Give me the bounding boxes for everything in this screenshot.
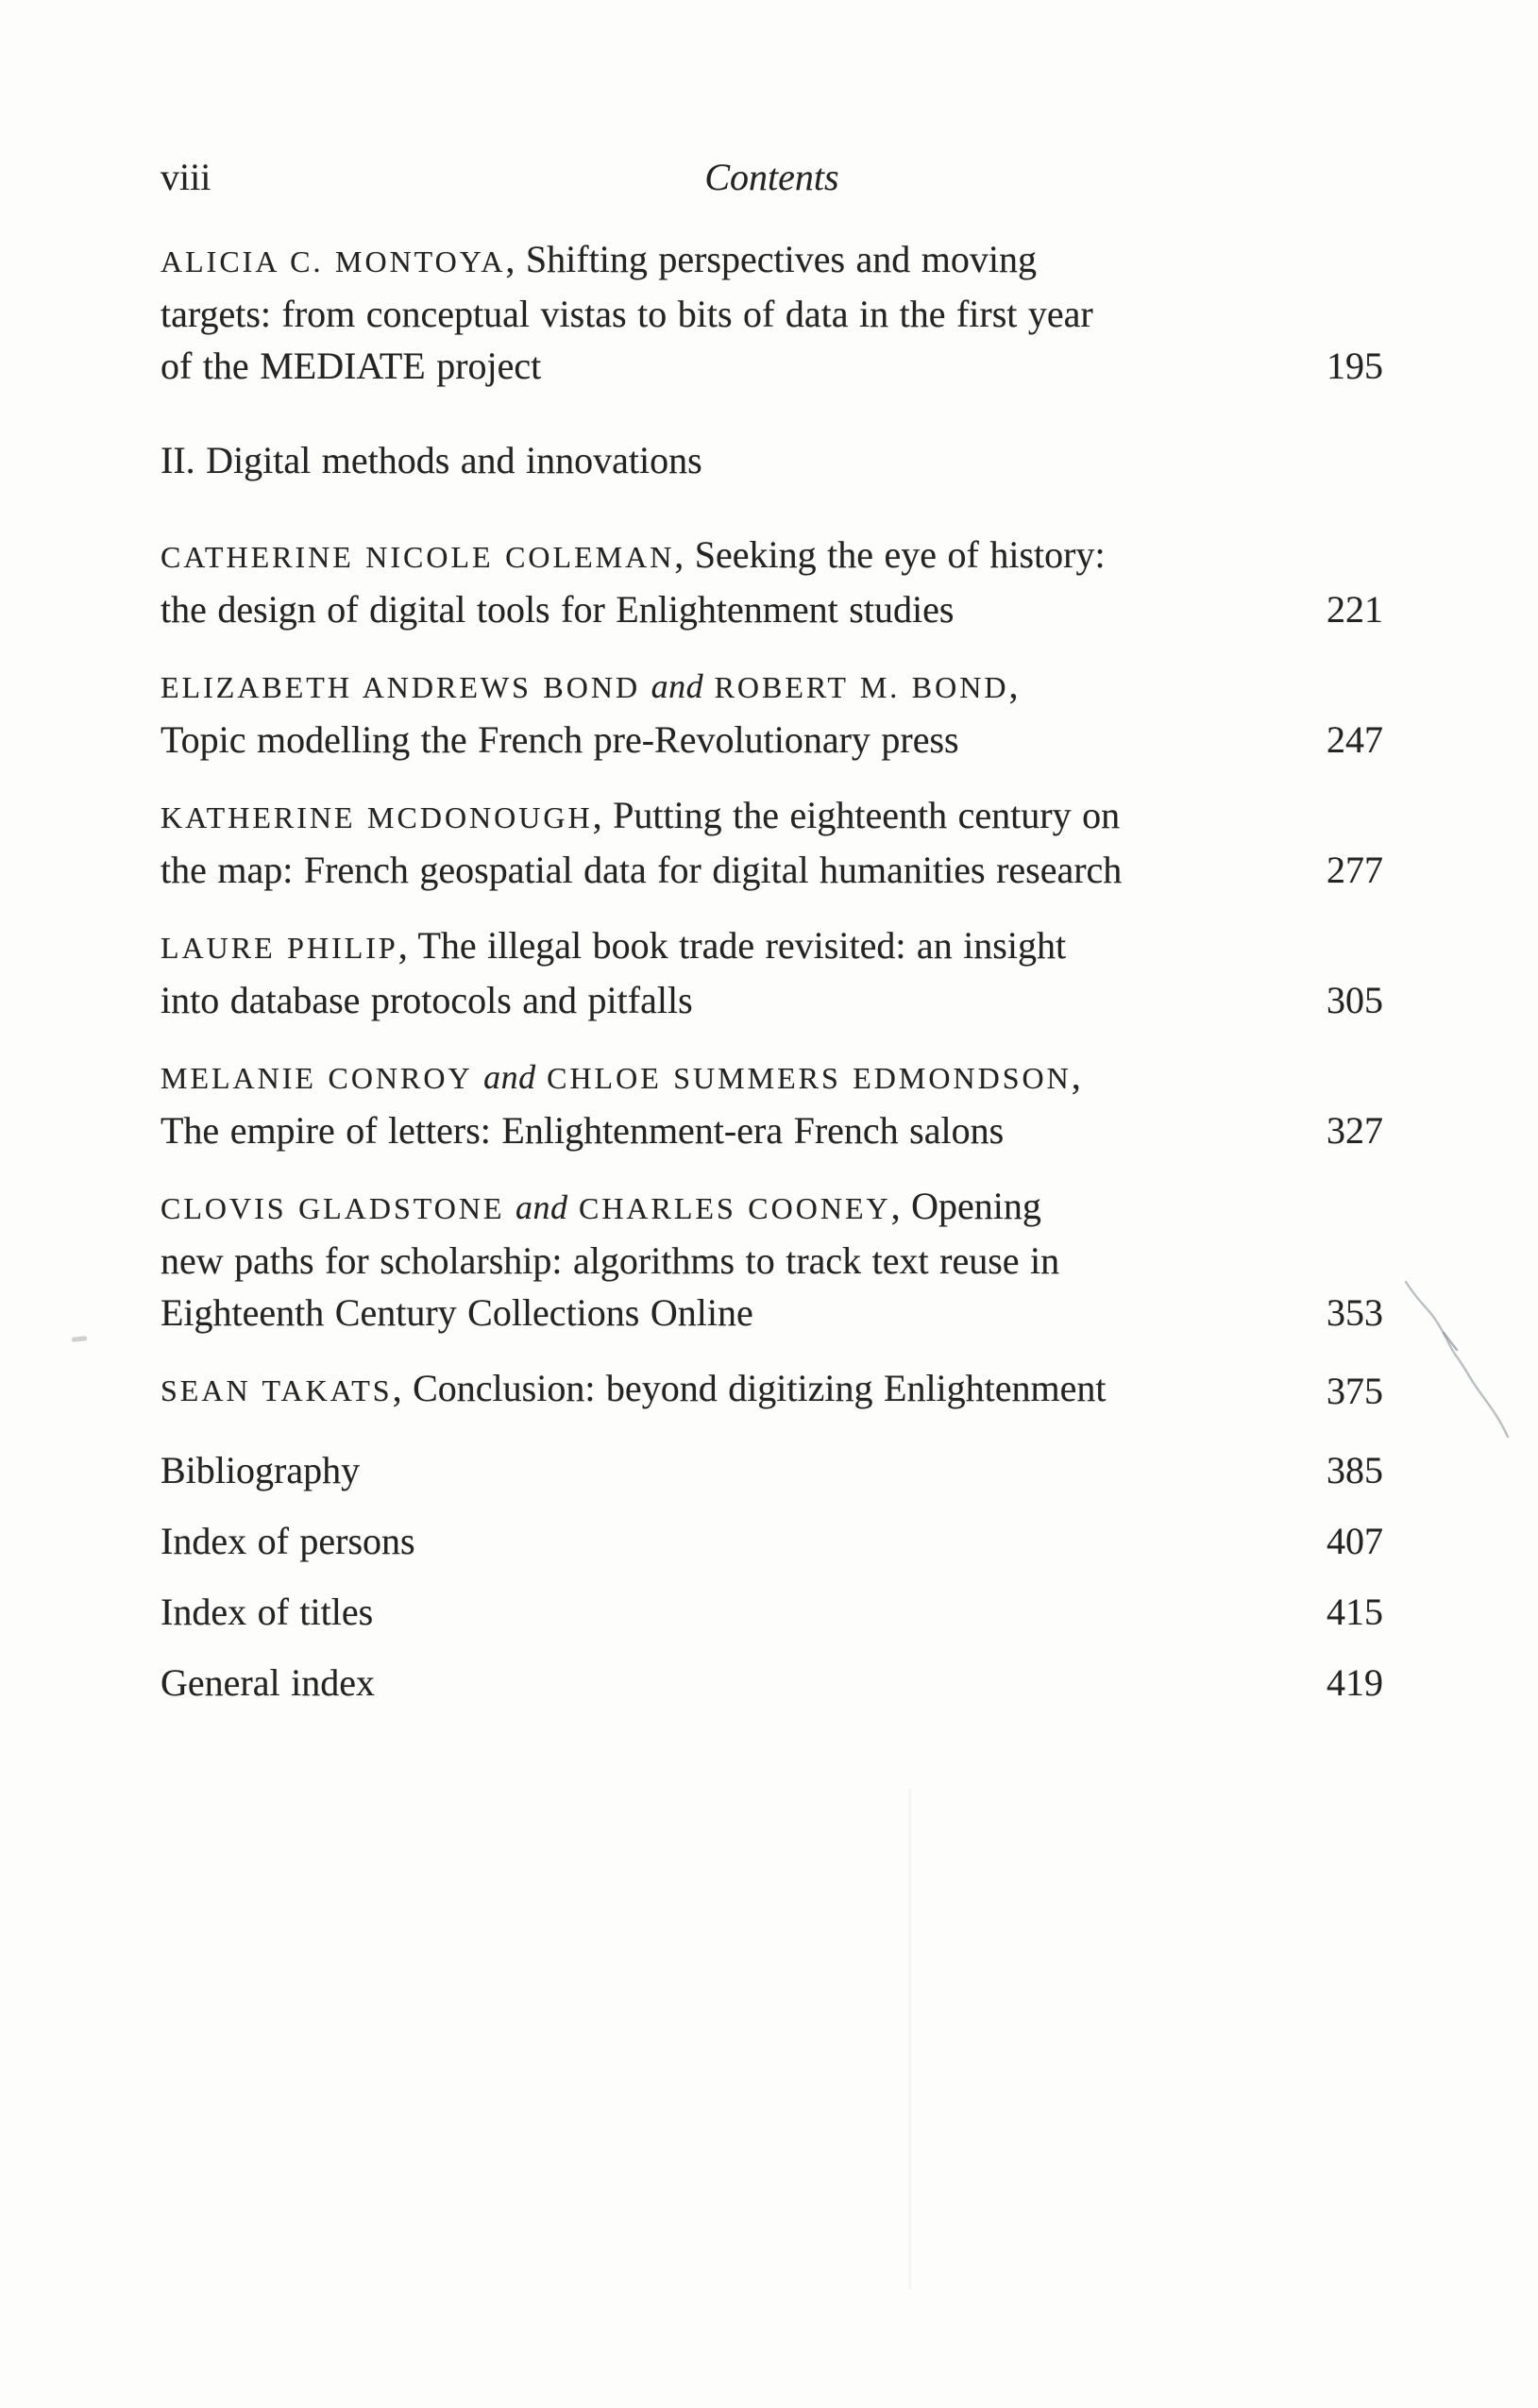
author-name: KATHERINE MCDONOUGH	[161, 800, 593, 834]
page-number: 419	[1327, 1661, 1383, 1704]
entry-title-continued: new paths for scholarship: algorithms to track text reuse in	[161, 1239, 1060, 1282]
back-matter-label: General index	[161, 1661, 375, 1704]
back-matter-row-general-index	[161, 1657, 1383, 1709]
toc-entry-coleman	[161, 529, 1383, 635]
entry-line	[161, 789, 1308, 844]
entry-text	[161, 919, 1308, 1026]
author-name: ROBERT M. BOND	[714, 670, 1009, 704]
entry-line	[161, 1180, 1308, 1235]
running-head: Contents	[704, 156, 839, 198]
page-number: 247	[1327, 718, 1383, 761]
page-number: 277	[1327, 849, 1383, 891]
and-connective: and	[651, 667, 704, 705]
entry-title-continued: Eighteenth Century Collections Online	[161, 1291, 753, 1334]
author-name: MELANIE CONROY	[161, 1061, 473, 1095]
toc-entry-bond	[161, 659, 1383, 766]
entry-text	[161, 233, 1308, 392]
author-name: CATHERINE NICOLE COLEMAN	[161, 540, 675, 574]
back-matter-label: Index of titles	[161, 1591, 374, 1633]
entry-title-continued: Topic modelling the French pre-Revolutionary press	[161, 718, 959, 761]
entry-text	[161, 1180, 1308, 1339]
folio-page-number: viii	[161, 156, 211, 198]
page-number: 221	[1327, 588, 1383, 631]
author-name: CLOVIS GLADSTONE	[161, 1191, 505, 1225]
entry-line	[161, 529, 1308, 583]
contents-page	[161, 151, 1383, 1727]
back-matter-label: Index of persons	[161, 1520, 415, 1562]
back-matter-list	[161, 1444, 1383, 1709]
entry-title: , Shifting perspectives and moving	[505, 238, 1038, 280]
entry-line	[161, 659, 1308, 714]
entry-title-continued: the map: French geospatial data for digital humanities research	[161, 849, 1123, 891]
author-name: LAURE PHILIP	[161, 931, 398, 965]
entry-line	[161, 1104, 1308, 1156]
page-number: 415	[1327, 1591, 1383, 1633]
page-header	[161, 151, 1383, 203]
section-heading: II. Digital methods and innovations	[161, 439, 702, 481]
entry-title-continued: The empire of letters: Enlightenment-era French salons	[161, 1109, 1005, 1152]
entry-text	[161, 1050, 1308, 1156]
toc-entry-mcdonough	[161, 789, 1383, 896]
entry-line	[161, 340, 1308, 392]
entry-title: ,	[1008, 664, 1019, 706]
page-number: 385	[1327, 1449, 1383, 1491]
scan-hair-artifact	[1400, 1276, 1523, 1446]
entry-title: , Seeking the eye of history:	[674, 533, 1106, 576]
author-name: ELIZABETH ANDREWS BOND	[161, 670, 641, 704]
toc-entry-gladstone-cooney	[161, 1180, 1383, 1339]
toc-entry-montoya	[161, 233, 1383, 392]
entry-line	[161, 714, 1308, 766]
entry-line	[161, 233, 1308, 288]
entry-line	[161, 919, 1308, 974]
entry-title-continued: the design of digital tools for Enlightenment studies	[161, 588, 955, 631]
page-number: 353	[1327, 1291, 1383, 1334]
back-matter-row-index-titles	[161, 1586, 1383, 1638]
entry-line	[161, 288, 1308, 340]
author-name: ALICIA C. MONTOYA	[161, 244, 506, 278]
table-of-contents	[161, 233, 1383, 1709]
toc-entry-conroy-edmondson	[161, 1050, 1383, 1156]
back-matter-row-index-persons	[161, 1515, 1383, 1567]
page-number: 375	[1327, 1370, 1383, 1412]
and-connective: and	[483, 1058, 536, 1096]
page-number: 195	[1327, 345, 1383, 387]
toc-entry-takats	[161, 1362, 1383, 1417]
entry-text	[161, 659, 1308, 766]
entry-title: , The illegal book trade revisited: an insight	[397, 924, 1067, 967]
author-name: SEAN TAKATS	[161, 1373, 393, 1407]
entry-line	[161, 1287, 1308, 1339]
entry-text	[161, 529, 1308, 635]
entry-line	[161, 583, 1308, 635]
author-name: CHARLES COONEY	[578, 1191, 891, 1225]
entry-title-continued: targets: from conceptual vistas to bits of data in the first year	[161, 293, 1093, 335]
entry-line	[161, 1050, 1308, 1104]
page-number: 305	[1327, 979, 1383, 1021]
page-number: 407	[1327, 1520, 1383, 1562]
entry-line	[161, 844, 1308, 896]
entry-title: , Putting the eighteenth century on	[592, 794, 1121, 836]
entry-title: ,	[1071, 1054, 1081, 1097]
back-matter-label: Bibliography	[161, 1449, 361, 1491]
toc-entry-philip	[161, 919, 1383, 1026]
entry-title-continued: into database protocols and pitfalls	[161, 979, 693, 1021]
and-connective: and	[515, 1188, 568, 1226]
scan-faint-line-artifact	[908, 1789, 911, 2289]
entry-title: , Conclusion: beyond digitizing Enlightenment	[392, 1367, 1107, 1409]
entry-text	[161, 789, 1308, 896]
entry-title: , Opening	[890, 1185, 1041, 1227]
entry-title-continued: of the MEDIATE project	[161, 345, 542, 387]
entry-text	[161, 1362, 1308, 1417]
entry-line	[161, 1235, 1308, 1287]
entry-line	[161, 1362, 1308, 1417]
back-matter-row-bibliography	[161, 1444, 1383, 1496]
author-name: CHLOE SUMMERS EDMONDSON	[547, 1061, 1072, 1095]
entry-line	[161, 974, 1308, 1026]
scan-speck-artifact	[72, 1336, 87, 1342]
page-number: 327	[1327, 1109, 1383, 1152]
